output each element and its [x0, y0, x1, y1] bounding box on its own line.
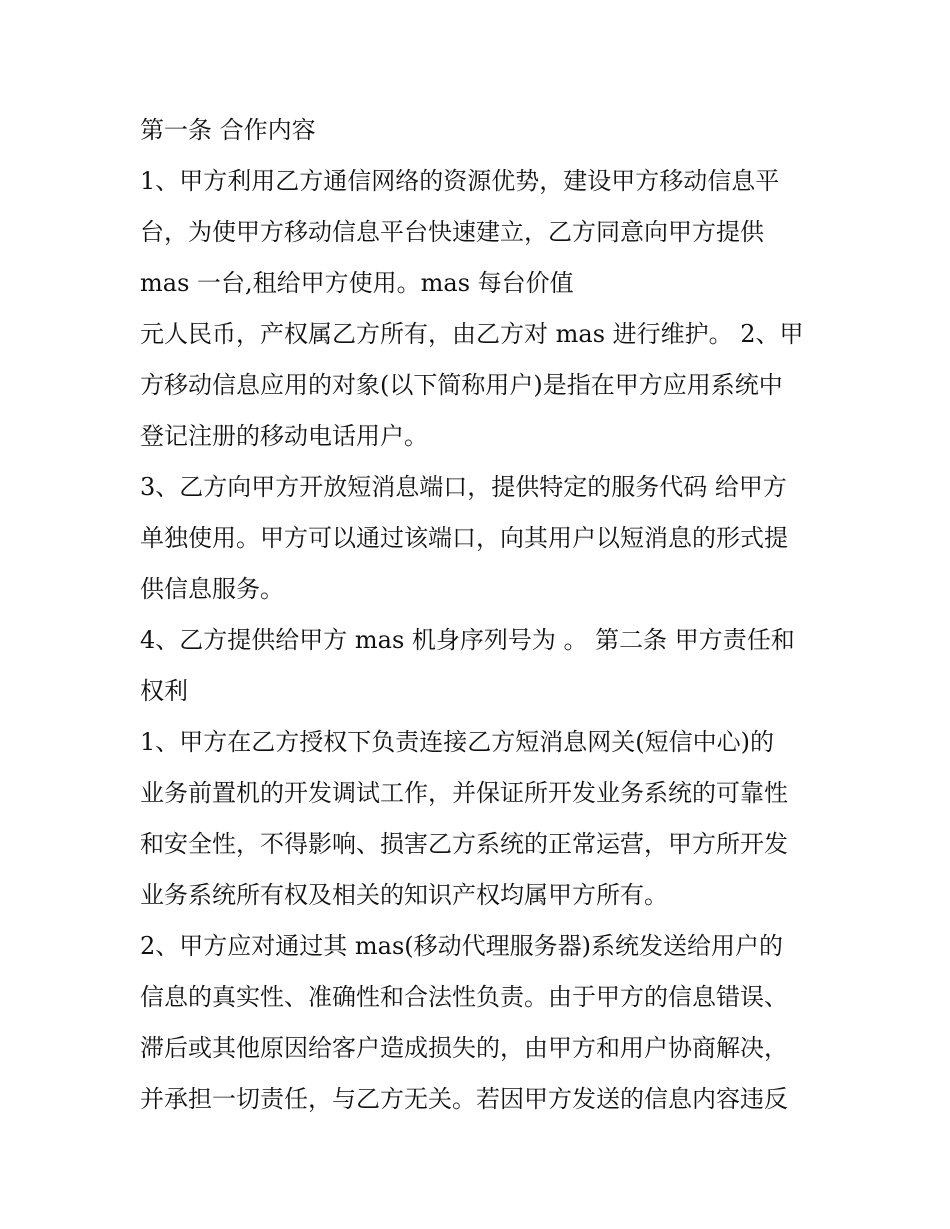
text-line: 方移动信息应用的对象(以下简称用户)是指在甲方应用系统中 — [140, 371, 783, 399]
text-line: 滞后或其他原因给客户造成损失的，由甲方和用户协商解决， — [140, 1034, 788, 1062]
text-line: 4、乙方提供给甲方 mas 机身序列号为 。 第二条 甲方责任和 — [140, 626, 795, 654]
text-line: 登记注册的移动电话用户。 — [140, 422, 428, 450]
text-line: 权利 — [140, 677, 188, 705]
text-line: mas 一台,租给甲方使用。mas 每台价值 — [140, 269, 574, 297]
document-body — [140, 108, 820, 1128]
text-line: 1、甲方在乙方授权下负责连接乙方短消息网关(短信中心)的 — [140, 728, 774, 756]
text-line: 2、甲方应对通过其 mas(移动代理服务器)系统发送给用户的 — [140, 932, 784, 960]
text-line: 信息的真实性、准确性和合法性负责。由于甲方的信息错误、 — [140, 983, 788, 1011]
text-line: 业务前置机的开发调试工作，并保证所开发业务系统的可靠性 — [140, 779, 788, 807]
section-heading-cooperation: 第一条 合作内容 — [140, 116, 316, 144]
text-line: 单独使用。甲方可以通过该端口，向其用户以短消息的形式提 — [140, 524, 788, 552]
text-line: 并承担一切责任，与乙方无关。若因甲方发送的信息内容违反 — [140, 1085, 788, 1113]
text-line: 和安全性，不得影响、损害乙方系统的正常运营，甲方所开发 — [140, 830, 788, 858]
text-line: 元人民币，产权属乙方所有，由乙方对 mas 进行维护。 2、甲 — [140, 320, 804, 348]
text-line: 1、甲方利用乙方通信网络的资源优势，建设甲方移动信息平 — [140, 167, 780, 195]
text-line: 台，为使甲方移动信息平台快速建立，乙方同意向甲方提供 — [140, 218, 764, 246]
text-line: 供信息服务。 — [140, 575, 284, 603]
text-line: 3、乙方向甲方开放短消息端口，提供特定的服务代码 给甲方 — [140, 473, 787, 501]
text-line: 业务系统所有权及相关的知识产权均属甲方所有。 — [140, 881, 668, 909]
